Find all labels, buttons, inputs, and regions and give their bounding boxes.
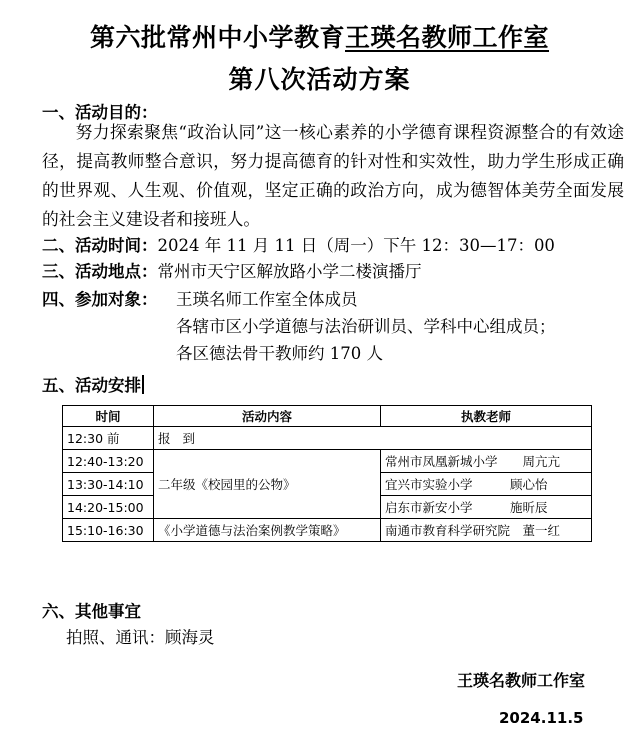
row5-teacher: 南通市教育科学研究院 董一红 [381,519,592,542]
section3-row [42,258,422,282]
row4-teacher: 启东市新安小学 施昕辰 [381,496,592,519]
header-activity: 活动内容 [154,406,381,427]
section5-heading-wrap [42,372,144,396]
title-prefix: 第六批常州中小学教育 [89,23,345,52]
section6-body: 拍照、通讯：顾海灵 [66,628,215,647]
section4-line-3: 各区德法骨干教师约 170 人 [176,344,383,363]
document-subtitle: 第八次活动方案 [228,65,411,94]
row3-teacher: 宜兴市实验小学 顾心怡 [381,473,592,496]
signature-date: 2024.11.5 [499,709,584,727]
text-cursor [142,375,144,394]
row2-teacher: 常州市凤凰新城小学 周亢亢 [381,450,592,473]
section5-heading: 五、活动安排 [42,376,141,395]
table-row [63,519,592,542]
row3-time: 13:30-14:10 [63,473,154,496]
schedule-table [62,405,592,542]
row2-activity: 二年级《校园里的公物》 [154,450,381,519]
section4-heading: 四、参加对象： [42,290,158,309]
table-row [63,450,592,473]
section3-heading: 三、活动地点： [42,262,158,281]
section1-heading: 一、活动目的： [42,103,158,122]
section3-value: 常州市天宁区解放路小学二楼演播厅 [157,262,422,281]
section2-heading: 二、活动时间： [42,236,158,255]
section4-line-2: 各辖市区小学道德与法治研训员、学科中心组成员； [176,317,556,336]
row5-time: 15:10-16:30 [63,519,154,542]
table-row [63,427,592,450]
section6-heading: 六、其他事宜 [42,602,141,621]
row2-time: 12:40-13:20 [63,450,154,473]
header-teacher: 执教老师 [381,406,592,427]
header-time: 时间 [63,406,154,427]
signature-org: 王瑛名教师工作室 [457,671,586,690]
row5-activity: 《小学道德与法治案例教学策略》 [154,519,381,542]
section2-value: 2024 年 11 月 11 日（周一）下午 12：30—17：00 [157,236,555,255]
row1-activity: 报到 [154,427,592,450]
section4-line-1: 王瑛名师工作室全体成员 [176,290,358,309]
title-studio-name: 王瑛名教师工作室 [345,23,550,52]
section1-body: 努力探索聚焦“政治认同”这一核心素养的小学德育课程资源整合的有效途径，提高教师整合意识，努力提高德育的针对性和实效性，助力学生形成正确的世界观、人生观、价值观，坚定正确的政治方向，成为德智体美劳全面发展的社会主义建设者和接班人。 [42,122,624,229]
row4-time: 14:20-15:00 [63,496,154,519]
row1-time: 12:30 前 [63,427,154,450]
table-header-row [63,406,592,427]
section2-row [42,232,555,256]
document-title [0,18,639,54]
